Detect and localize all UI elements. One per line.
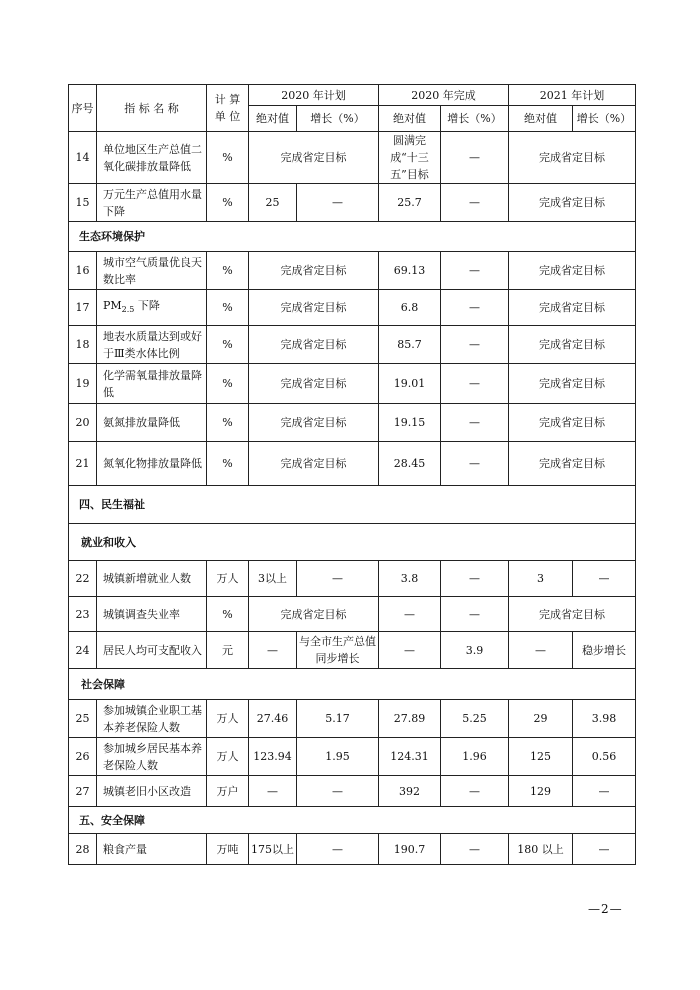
plan-2020-growth-cell: — bbox=[297, 184, 379, 222]
done-2020-growth-cell: — bbox=[441, 364, 509, 404]
plan-2020-growth-cell: — bbox=[297, 776, 379, 807]
seq-cell: 16 bbox=[69, 252, 97, 290]
plan-2020-cell: 完成省定目标 bbox=[249, 364, 379, 404]
table-row bbox=[69, 290, 636, 326]
plan-2020-cell: 完成省定目标 bbox=[249, 290, 379, 326]
plan-2021-growth-cell: — bbox=[573, 561, 636, 597]
header-done-2020: 2020 年完成 bbox=[379, 85, 509, 106]
indicator-name-cell: 城市空气质量优良天数比率 bbox=[97, 252, 207, 290]
unit-cell: 万户 bbox=[207, 776, 249, 807]
indicator-name-cell: 单位地区生产总值二氧化碳排放量降低 bbox=[97, 132, 207, 184]
seq-cell: 24 bbox=[69, 632, 97, 669]
done-2020-abs-cell: — bbox=[379, 632, 441, 669]
indicator-name-cell: 万元生产总值用水量下降 bbox=[97, 184, 207, 222]
table-row bbox=[69, 776, 636, 807]
unit-cell: 万人 bbox=[207, 700, 249, 738]
section-row bbox=[69, 669, 636, 700]
indicator-name-cell: 城镇调查失业率 bbox=[97, 597, 207, 632]
table-row bbox=[69, 632, 636, 669]
plan-2020-abs-cell: 27.46 bbox=[249, 700, 297, 738]
plan-2020-abs-cell: 175以上 bbox=[249, 834, 297, 865]
header-abs: 绝对值 bbox=[509, 106, 573, 132]
plan-2021-cell: 完成省定目标 bbox=[509, 184, 636, 222]
indicator-name-prefix: PM bbox=[103, 298, 122, 312]
plan-2021-growth-cell: 稳步增长 bbox=[573, 632, 636, 669]
done-2020-abs-cell: 85.7 bbox=[379, 326, 441, 364]
unit-cell: % bbox=[207, 404, 249, 442]
done-2020-growth-cell: — bbox=[441, 252, 509, 290]
plan-2020-cell: 完成省定目标 bbox=[249, 326, 379, 364]
done-2020-abs-cell: 69.13 bbox=[379, 252, 441, 290]
done-2020-growth-cell: — bbox=[441, 290, 509, 326]
plan-2020-growth-cell: — bbox=[297, 561, 379, 597]
table-row bbox=[69, 738, 636, 776]
unit-cell: 元 bbox=[207, 632, 249, 669]
done-2020-growth-cell: 5.25 bbox=[441, 700, 509, 738]
section-row bbox=[69, 486, 636, 524]
seq-cell: 23 bbox=[69, 597, 97, 632]
seq-cell: 22 bbox=[69, 561, 97, 597]
plan-2020-abs-cell: — bbox=[249, 632, 297, 669]
section-row bbox=[69, 807, 636, 834]
section-row bbox=[69, 222, 636, 252]
plan-2021-abs-cell: 180 以上 bbox=[509, 834, 573, 865]
plan-2021-growth-cell: — bbox=[573, 834, 636, 865]
table-row bbox=[69, 364, 636, 404]
plan-2021-growth-cell: 3.98 bbox=[573, 700, 636, 738]
header-abs: 绝对值 bbox=[379, 106, 441, 132]
indicator-name-cell: 粮食产量 bbox=[97, 834, 207, 865]
table-row bbox=[69, 561, 636, 597]
indicator-name-cell: 氮氧化物排放量降低 bbox=[97, 442, 207, 486]
plan-2021-abs-cell: 3 bbox=[509, 561, 573, 597]
done-2020-growth-cell: 1.96 bbox=[441, 738, 509, 776]
unit-cell: % bbox=[207, 442, 249, 486]
plan-2020-growth-cell: — bbox=[297, 834, 379, 865]
done-2020-growth-cell: — bbox=[441, 184, 509, 222]
table-row bbox=[69, 326, 636, 364]
seq-cell: 17 bbox=[69, 290, 97, 326]
table-row bbox=[69, 132, 636, 184]
table-row bbox=[69, 597, 636, 632]
plan-2020-cell: 完成省定目标 bbox=[249, 597, 379, 632]
seq-cell: 25 bbox=[69, 700, 97, 738]
plan-2020-abs-cell: — bbox=[249, 776, 297, 807]
plan-2021-cell: 完成省定目标 bbox=[509, 132, 636, 184]
plan-2020-cell: 完成省定目标 bbox=[249, 404, 379, 442]
plan-2020-growth-cell: 与全市生产总值同步增长 bbox=[297, 632, 379, 669]
header-growth: 增长（%） bbox=[573, 106, 636, 132]
done-2020-abs-cell: 6.8 bbox=[379, 290, 441, 326]
unit-cell: 万吨 bbox=[207, 834, 249, 865]
indicator-name-cell: 参加城镇企业职工基本养老保险人数 bbox=[97, 700, 207, 738]
done-2020-growth-cell: — bbox=[441, 776, 509, 807]
header-plan-2020: 2020 年计划 bbox=[249, 85, 379, 106]
done-2020-growth-cell: — bbox=[441, 561, 509, 597]
seq-cell: 26 bbox=[69, 738, 97, 776]
section-heading: 生态环境保护 bbox=[69, 222, 636, 252]
header-growth: 增长（%） bbox=[297, 106, 379, 132]
plan-2021-abs-cell: 129 bbox=[509, 776, 573, 807]
header-abs: 绝对值 bbox=[249, 106, 297, 132]
done-2020-abs-cell: 28.45 bbox=[379, 442, 441, 486]
header-plan-2021: 2021 年计划 bbox=[509, 85, 636, 106]
indicator-name-subscript: 2.5 bbox=[121, 305, 135, 315]
indicator-name-cell: 城镇新增就业人数 bbox=[97, 561, 207, 597]
unit-cell: % bbox=[207, 252, 249, 290]
plan-2021-growth-cell: 0.56 bbox=[573, 738, 636, 776]
section-heading: 社会保障 bbox=[69, 669, 636, 700]
seq-cell: 18 bbox=[69, 326, 97, 364]
indicator-name-cell: 化学需氧量排放量降低 bbox=[97, 364, 207, 404]
header-seq: 序号 bbox=[69, 85, 97, 132]
section-heading: 四、民生福祉 bbox=[69, 486, 636, 524]
plan-2021-cell: 完成省定目标 bbox=[509, 252, 636, 290]
done-2020-growth-cell: — bbox=[441, 597, 509, 632]
unit-cell: 万人 bbox=[207, 561, 249, 597]
seq-cell: 27 bbox=[69, 776, 97, 807]
done-2020-abs-cell: 124.31 bbox=[379, 738, 441, 776]
indicator-table bbox=[68, 84, 636, 865]
plan-2020-growth-cell: 5.17 bbox=[297, 700, 379, 738]
unit-cell: % bbox=[207, 364, 249, 404]
indicator-name-cell: 居民人均可支配收入 bbox=[97, 632, 207, 669]
plan-2020-cell: 完成省定目标 bbox=[249, 132, 379, 184]
seq-cell: 21 bbox=[69, 442, 97, 486]
plan-2021-cell: 完成省定目标 bbox=[509, 404, 636, 442]
plan-2021-cell: 完成省定目标 bbox=[509, 597, 636, 632]
table-row bbox=[69, 834, 636, 865]
done-2020-growth-cell: — bbox=[441, 132, 509, 184]
plan-2021-cell: 完成省定目标 bbox=[509, 442, 636, 486]
plan-2020-cell: 完成省定目标 bbox=[249, 252, 379, 290]
unit-cell: % bbox=[207, 290, 249, 326]
indicator-name-cell: 氨氮排放量降低 bbox=[97, 404, 207, 442]
indicator-name-cell: 地表水质量达到或好于Ⅲ类水体比例 bbox=[97, 326, 207, 364]
table-row bbox=[69, 404, 636, 442]
indicator-name-cell: 城镇老旧小区改造 bbox=[97, 776, 207, 807]
table-body bbox=[69, 132, 636, 865]
done-2020-growth-cell: 3.9 bbox=[441, 632, 509, 669]
plan-2020-abs-cell: 123.94 bbox=[249, 738, 297, 776]
plan-2020-abs-cell: 25 bbox=[249, 184, 297, 222]
header-name: 指 标 名 称 bbox=[97, 85, 207, 132]
indicator-name-suffix: 下降 bbox=[134, 298, 160, 312]
seq-cell: 28 bbox=[69, 834, 97, 865]
plan-2021-abs-cell: 29 bbox=[509, 700, 573, 738]
plan-2020-cell: 完成省定目标 bbox=[249, 442, 379, 486]
done-2020-abs-cell: 19.15 bbox=[379, 404, 441, 442]
done-2020-abs-cell: 27.89 bbox=[379, 700, 441, 738]
section-row bbox=[69, 524, 636, 561]
done-2020-abs-cell: 190.7 bbox=[379, 834, 441, 865]
done-2020-abs-cell: 圆满完成“十三五”目标 bbox=[379, 132, 441, 184]
section-heading: 五、安全保障 bbox=[69, 807, 636, 834]
plan-2021-cell: 完成省定目标 bbox=[509, 326, 636, 364]
done-2020-abs-cell: 25.7 bbox=[379, 184, 441, 222]
done-2020-growth-cell: — bbox=[441, 326, 509, 364]
table-row bbox=[69, 252, 636, 290]
section-heading: 就业和收入 bbox=[69, 524, 636, 561]
plan-2020-abs-cell: 3以上 bbox=[249, 561, 297, 597]
done-2020-growth-cell: — bbox=[441, 442, 509, 486]
done-2020-abs-cell: 19.01 bbox=[379, 364, 441, 404]
plan-2021-cell: 完成省定目标 bbox=[509, 364, 636, 404]
seq-cell: 15 bbox=[69, 184, 97, 222]
plan-2021-cell: 完成省定目标 bbox=[509, 290, 636, 326]
plan-2020-growth-cell: 1.95 bbox=[297, 738, 379, 776]
done-2020-growth-cell: — bbox=[441, 404, 509, 442]
done-2020-abs-cell: 3.8 bbox=[379, 561, 441, 597]
unit-cell: 万人 bbox=[207, 738, 249, 776]
plan-2021-abs-cell: 125 bbox=[509, 738, 573, 776]
seq-cell: 20 bbox=[69, 404, 97, 442]
unit-cell: % bbox=[207, 184, 249, 222]
plan-2021-growth-cell: — bbox=[573, 776, 636, 807]
unit-cell: % bbox=[207, 132, 249, 184]
header-unit: 计 算 单 位 bbox=[207, 85, 249, 132]
done-2020-abs-cell: 392 bbox=[379, 776, 441, 807]
done-2020-growth-cell: — bbox=[441, 834, 509, 865]
header-growth: 增长（%） bbox=[441, 106, 509, 132]
done-2020-abs-cell: — bbox=[379, 597, 441, 632]
table-row bbox=[69, 700, 636, 738]
table-row bbox=[69, 184, 636, 222]
unit-cell: % bbox=[207, 597, 249, 632]
indicator-name-cell: 参加城乡居民基本养老保险人数 bbox=[97, 738, 207, 776]
seq-cell: 19 bbox=[69, 364, 97, 404]
plan-2021-abs-cell: — bbox=[509, 632, 573, 669]
table-row bbox=[69, 442, 636, 486]
page-number: —2— bbox=[588, 902, 623, 916]
unit-cell: % bbox=[207, 326, 249, 364]
indicator-name-cell bbox=[97, 290, 207, 326]
seq-cell: 14 bbox=[69, 132, 97, 184]
